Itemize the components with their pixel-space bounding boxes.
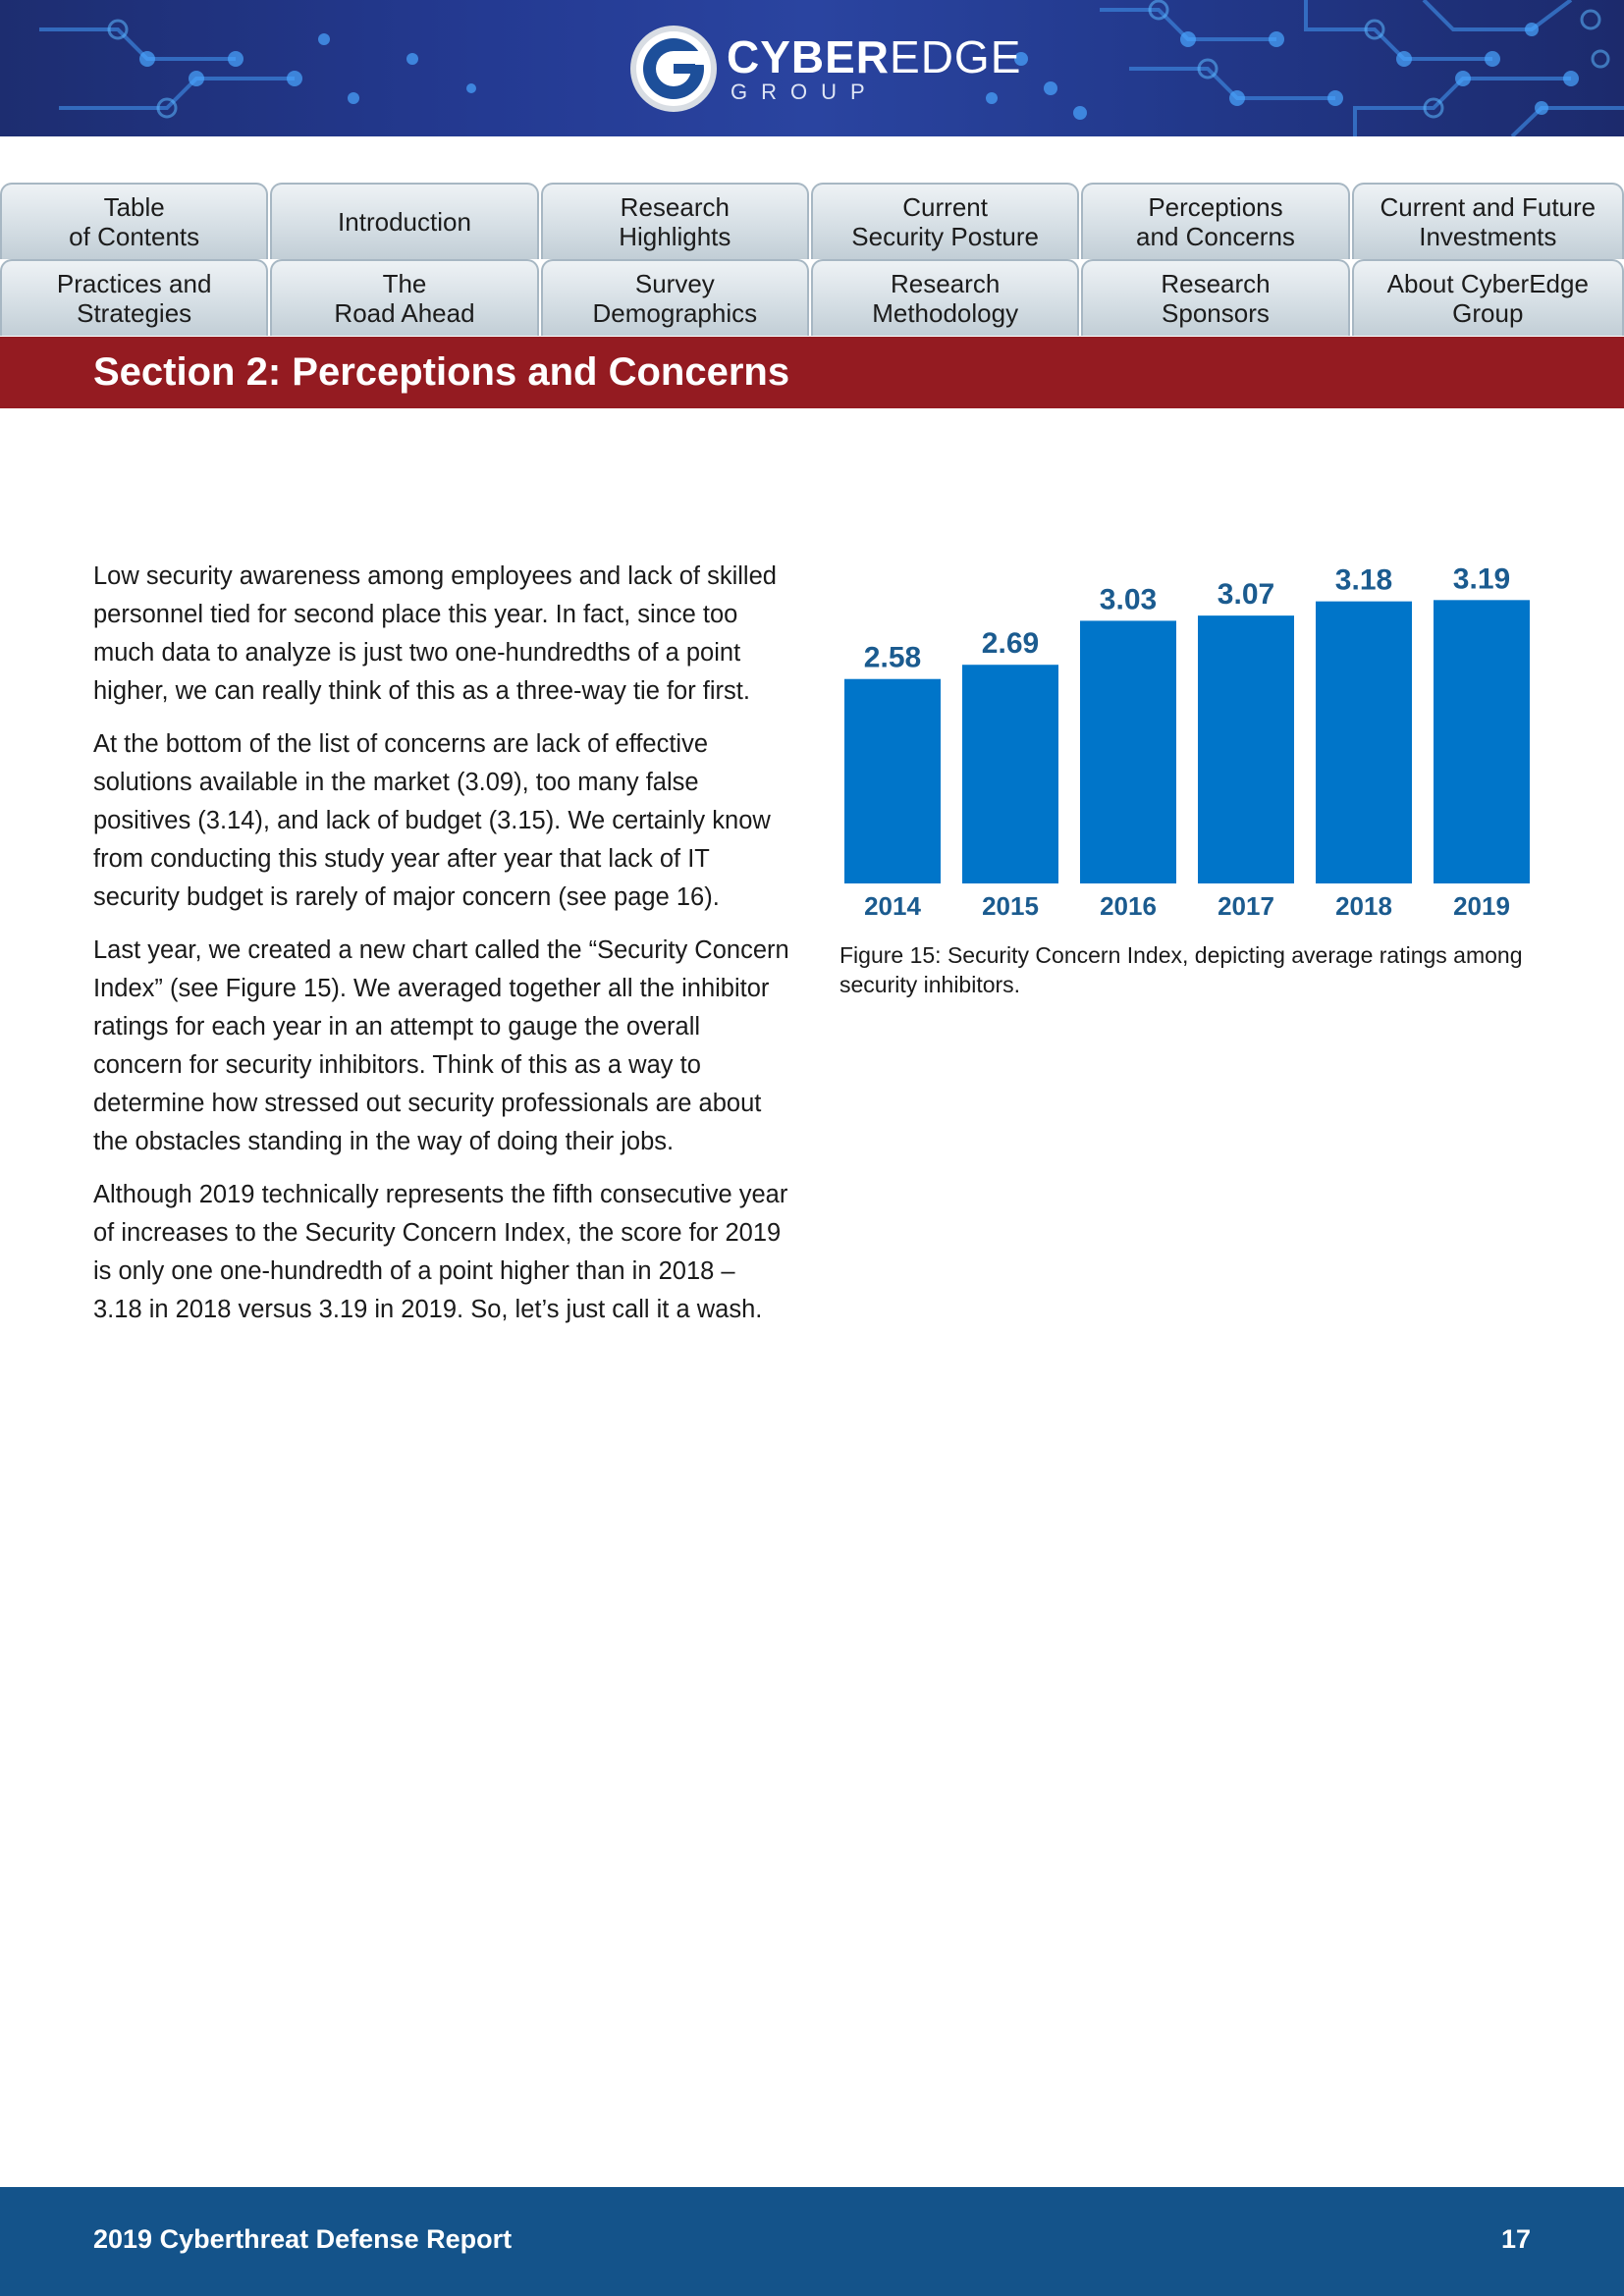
bar-2016 bbox=[1080, 620, 1176, 883]
x-tick-label-2018: 2018 bbox=[1335, 891, 1392, 921]
page-number: 17 bbox=[1500, 2224, 1531, 2254]
nav-row-1 bbox=[0, 183, 1624, 259]
tab-survey-demographics[interactable]: Survey Demographics bbox=[541, 259, 809, 336]
security-concern-index-chart bbox=[839, 550, 1532, 923]
logo-subtitle: GROUP bbox=[731, 80, 879, 104]
section-header-bar bbox=[0, 337, 1624, 408]
value-label-2019: 3.19 bbox=[1452, 562, 1511, 596]
header-banner bbox=[0, 0, 1624, 136]
x-tick-label-2014: 2014 bbox=[864, 891, 921, 921]
tab-practices-and-strategies[interactable]: Practices and Strategies bbox=[0, 259, 268, 336]
body-paragraph: Although 2019 technically represents the fifth consecutive year of increases to the Security Concern Index, the score for 2019 is only one one-hundredth of a point higher than in 2018 – 3.18 in 2018 versus 3.19 in 2019. So, let’s just call it a wash. bbox=[93, 1181, 788, 1323]
x-tick-label-2016: 2016 bbox=[1100, 891, 1157, 921]
bar-2018 bbox=[1316, 602, 1412, 883]
bar-2015 bbox=[962, 665, 1058, 883]
tab-current-security-posture[interactable]: Current Security Posture bbox=[811, 183, 1079, 259]
report-title: 2019 Cyberthreat Defense Report bbox=[93, 2224, 513, 2254]
value-label-2014: 2.58 bbox=[863, 641, 922, 674]
cyberedge-logo bbox=[628, 22, 1021, 116]
figure-caption: Figure 15: Security Concern Index, depicting average ratings among security inhibitors. bbox=[839, 942, 1523, 997]
x-tick-label-2015: 2015 bbox=[982, 891, 1039, 921]
section-title: Section 2: Perceptions and Concerns bbox=[93, 350, 790, 394]
x-tick-label-2017: 2017 bbox=[1218, 891, 1274, 921]
value-label-2017: 3.07 bbox=[1217, 578, 1275, 612]
nav-row-2 bbox=[0, 259, 1624, 336]
logo-text-bold: CYBER bbox=[727, 31, 891, 82]
tab-research-methodology[interactable]: Research Methodology bbox=[811, 259, 1079, 336]
tab-current-and-future-investments[interactable]: Current and Future Investments bbox=[1352, 183, 1624, 259]
tab-introduction[interactable]: Introduction bbox=[270, 183, 538, 259]
body-text bbox=[93, 558, 790, 1344]
tab-the-road-ahead[interactable]: The Road Ahead bbox=[270, 259, 538, 336]
tab-research-sponsors[interactable]: Research Sponsors bbox=[1081, 259, 1349, 336]
tab-table-of-contents[interactable]: Table of Contents bbox=[0, 183, 268, 259]
section-navigation bbox=[0, 183, 1624, 336]
value-label-2015: 2.69 bbox=[981, 627, 1040, 661]
page-footer bbox=[0, 2187, 1624, 2296]
logo-text-light: EDGE bbox=[890, 31, 1022, 82]
tab-perceptions-and-concerns[interactable]: Perceptions and Concerns bbox=[1081, 183, 1349, 259]
body-paragraph: Low security awareness among employees and lack of skilled personnel tied for second place this year. In fact, since too much data to analyze is just two one-hundredths of a point higher, we can really think of this as a three-way tie for first. bbox=[93, 562, 777, 705]
body-paragraph: At the bottom of the list of concerns are lack of effective solutions available in the market (3.09), too many false positives (3.14), and lack of budget (3.15). We certainly know from conducting this study year after year that lack of IT security budget is rarely of major concern (see page 16). bbox=[93, 730, 771, 911]
bar-2019 bbox=[1434, 600, 1530, 883]
tab-research-highlights[interactable]: Research Highlights bbox=[541, 183, 809, 259]
tab-about-cyberedge-group[interactable]: About CyberEdge Group bbox=[1352, 259, 1624, 336]
x-tick-label-2019: 2019 bbox=[1453, 891, 1510, 921]
value-label-2018: 3.18 bbox=[1334, 563, 1393, 597]
bar-2017 bbox=[1198, 615, 1294, 883]
value-label-2016: 3.03 bbox=[1099, 583, 1158, 616]
body-paragraph: Last year, we created a new chart called the “Security Concern Index” (see Figure 15). We averaged together all the inhibitor ratings for each year in an attempt to gauge the overall concern for security inhibitors. Think of this as a way to determine how stressed out security professionals are about the obstacles standing in the way of doing their jobs. bbox=[93, 936, 789, 1155]
bar-2014 bbox=[844, 679, 941, 883]
cyberedge-logo-icon bbox=[628, 24, 719, 114]
